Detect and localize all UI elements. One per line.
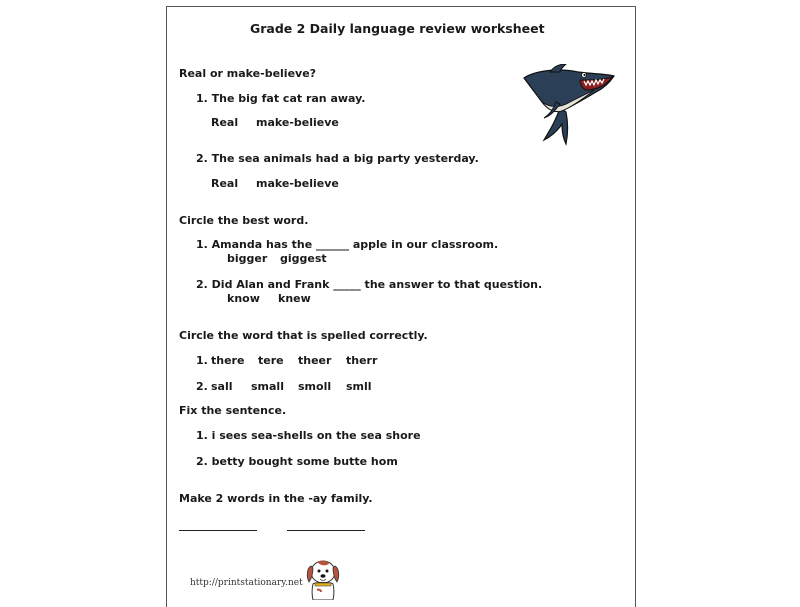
option-best-1-b: giggest (280, 252, 327, 265)
section-heading-ay-family: Make 2 words in the -ay family. (179, 492, 373, 505)
spelling-1-word-2: tere (258, 354, 284, 367)
shark-illustration (520, 64, 616, 146)
question-real-2: 2. The sea animals had a big party yesterday. (196, 152, 479, 165)
fix-sentence-1: 1. i sees sea-shells on the sea shore (196, 429, 421, 442)
question-best-2: 2. Did Alan and Frank _____ the answer to that question. (196, 278, 543, 291)
section-heading-fix: Fix the sentence. (179, 404, 287, 417)
option-real-2-make-believe: make-believe (256, 177, 339, 190)
section-heading-best-word: Circle the best word. (179, 214, 309, 227)
spelling-1-number: 1. (196, 354, 208, 367)
section-heading-spelling: Circle the word that is spelled correctly. (179, 329, 428, 342)
answer-blank-1 (179, 530, 257, 531)
answer-blank-2 (287, 530, 365, 531)
option-real-2-real: Real (211, 177, 239, 190)
spelling-2-word-2: small (251, 380, 284, 393)
spelling-2-word-3: smoll (298, 380, 332, 393)
puppy-illustration (303, 556, 343, 600)
section-heading-real: Real or make-believe? (179, 67, 317, 80)
question-best-1: 1. Amanda has the ______ apple in our classroom. (196, 238, 499, 251)
spelling-2-word-4: smll (346, 380, 372, 393)
option-best-2-a: know (227, 292, 260, 305)
question-real-1: 1. The big fat cat ran away. (196, 92, 366, 105)
option-best-2-b: knew (278, 292, 311, 305)
spelling-1-word-1: there (211, 354, 245, 367)
fix-sentence-2: 2. betty bought some butte hom (196, 455, 398, 468)
option-best-1-a: bigger (227, 252, 268, 265)
spelling-1-word-3: theer (298, 354, 332, 367)
option-real-1-real: Real (211, 116, 239, 129)
option-real-1-make-believe: make-believe (256, 116, 339, 129)
spelling-1-word-4: therr (346, 354, 378, 367)
footer-url: http://printstationary.net (190, 578, 303, 588)
worksheet-title: Grade 2 Daily language review worksheet (250, 21, 545, 36)
spelling-2-word-1: sall (211, 380, 233, 393)
spelling-2-number: 2. (196, 380, 208, 393)
